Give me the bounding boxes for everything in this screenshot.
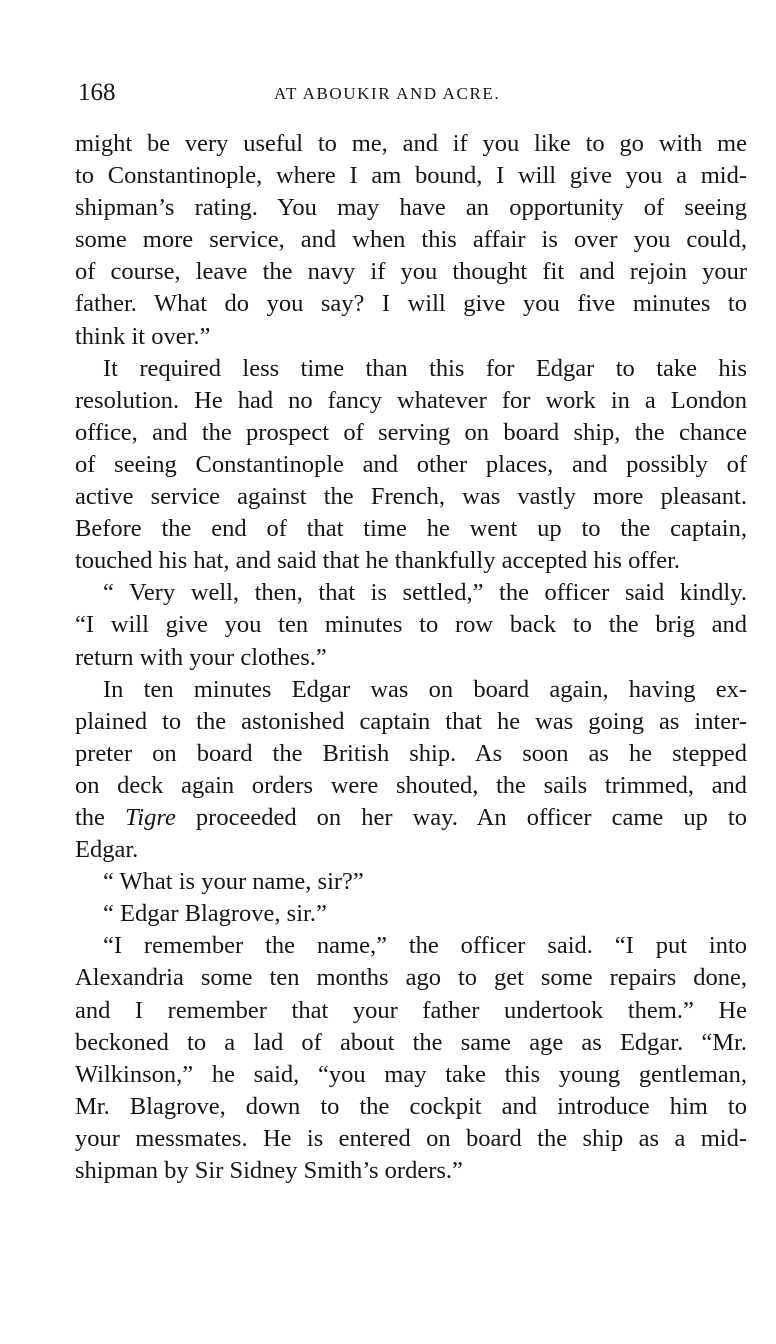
ship-name: Tigre bbox=[125, 803, 176, 831]
text-line: some more service, and when this affair is over you could, bbox=[75, 226, 747, 254]
text-line bbox=[75, 802, 747, 834]
text-line: of course, leave the navy if you thought fit and rejoin your bbox=[75, 258, 747, 286]
text-line: Edgar. bbox=[75, 836, 139, 864]
text-fragment: the bbox=[75, 803, 126, 831]
text-line: your messmates. He is entered on board the ship as a mid- bbox=[75, 1124, 747, 1152]
body-text bbox=[75, 128, 747, 1187]
text-line: beckoned to a lad of about the same age as Edgar. “Mr. bbox=[75, 1028, 747, 1056]
text-line: shipman by Sir Sidney Smith’s orders.” bbox=[75, 1157, 463, 1184]
text-line: In ten minutes Edgar was on board again, having ex- bbox=[103, 675, 747, 703]
text-line: to Constantinople, where I am bound, I will give you a mid- bbox=[75, 162, 747, 190]
text-line: shipman’s rating. You may have an opportunity of seeing bbox=[75, 194, 747, 222]
text-line: touched his hat, and said that he thankfully accepted his offer. bbox=[75, 547, 681, 575]
text-line: “I will give you ten minutes to row back to the brig and bbox=[75, 611, 747, 639]
text-line: Before the end of that time he went up to the captain, bbox=[75, 515, 747, 543]
text-line: and I remember that your father undertook them.” He bbox=[75, 996, 747, 1024]
text-line: on deck again orders were shouted, the sails trimmed, and bbox=[75, 771, 747, 799]
text-line: plained to the astonished captain that he was going as inter- bbox=[75, 707, 747, 735]
running-title: AT ABOUKIR AND ACRE. bbox=[274, 84, 501, 103]
text-line: return with your clothes.” bbox=[75, 643, 327, 671]
text-line: Alexandria some ten months ago to get some repairs done, bbox=[75, 964, 747, 992]
page-number: 168 bbox=[78, 79, 116, 106]
text-line: active service against the French, was vastly more pleasant. bbox=[75, 483, 747, 511]
text-line: office, and the prospect of serving on board ship, the chance bbox=[75, 418, 747, 446]
text-line: “ What is your name, sir?” bbox=[103, 868, 364, 896]
text-fragment: proceeded on her way. An officer came up to bbox=[175, 803, 747, 831]
text-line: preter on board the British ship. As soon as he stepped bbox=[75, 739, 747, 767]
text-line: might be very useful to me, and if you like to go with me bbox=[75, 130, 747, 157]
text-line: “I remember the name,” the officer said. “I put into bbox=[103, 932, 747, 960]
text-line: Wilkinson,” he said, “you may take this young gentleman, bbox=[75, 1060, 747, 1088]
text-line: “ Very well, then, that is settled,” the officer said kindly. bbox=[103, 579, 747, 607]
text-line: father. What do you say? I will give you five minutes to bbox=[75, 290, 747, 318]
text-line: resolution. He had no fancy whatever for work in a London bbox=[75, 386, 747, 414]
text-line: of seeing Constantinople and other places, and possibly of bbox=[75, 450, 747, 478]
text-line: “ Edgar Blagrove, sir.” bbox=[103, 900, 327, 928]
text-line: Mr. Blagrove, down to the cockpit and introduce him to bbox=[75, 1092, 747, 1120]
text-line: think it over.” bbox=[75, 322, 211, 350]
text-line: It required less time than this for Edgar to take his bbox=[103, 354, 747, 382]
running-head bbox=[78, 76, 747, 110]
